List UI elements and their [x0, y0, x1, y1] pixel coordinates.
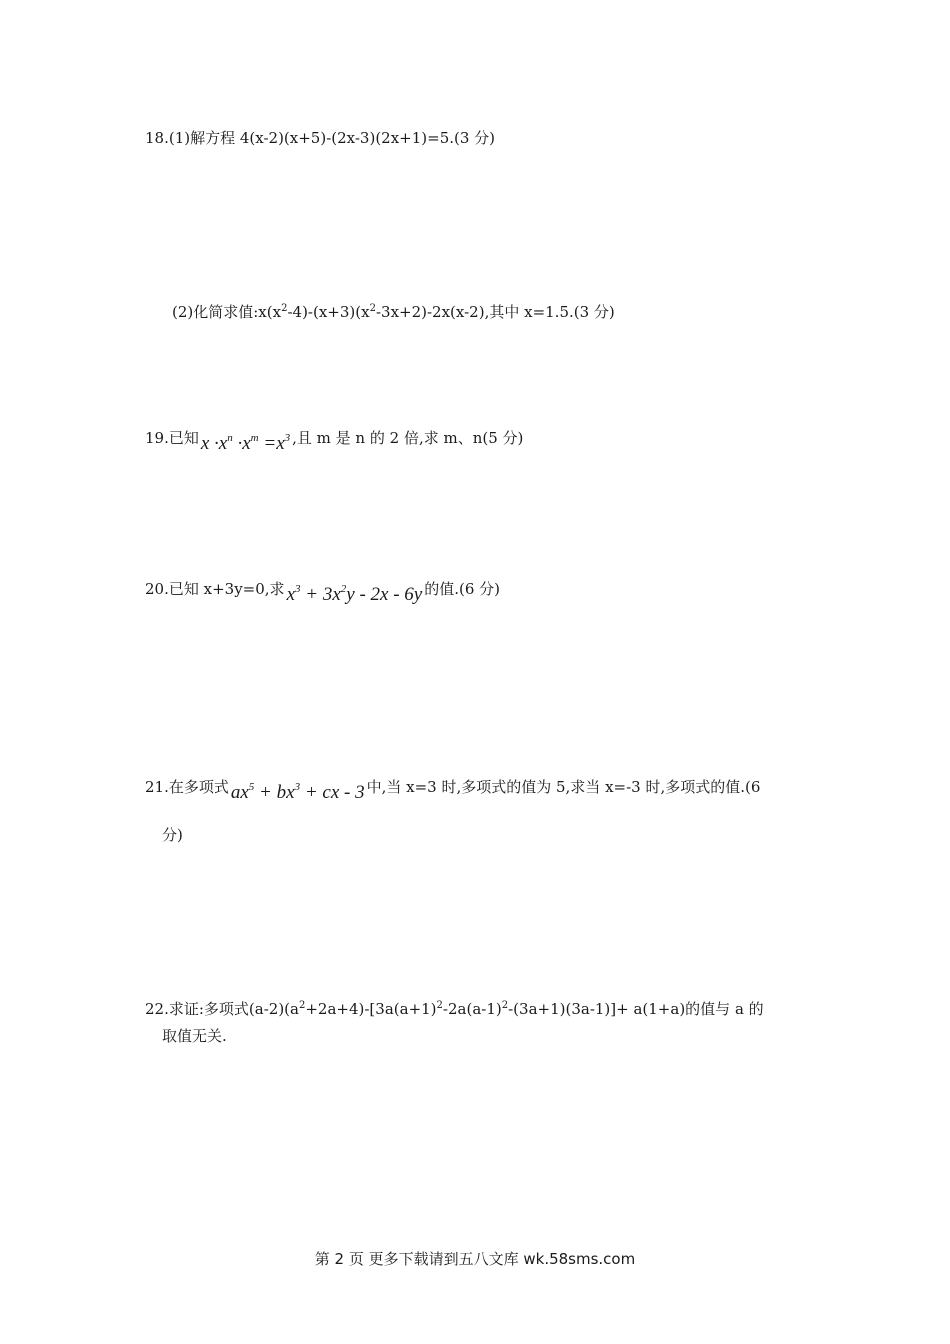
q21-formula: $ax^5 + bx^3$ + cx - 3: [230, 781, 365, 803]
q18-part2: (2)化简求值$:x(x^2-4)-(x+3)(x^2-3x+2)-2x(x-2)$,其中 x=1.5.(3 分): [172, 303, 615, 321]
q18-part1: 18.(1)解方程 4(x-2)(x+5)-(2x-3)(2x+1)=5.(3 分): [145, 129, 496, 147]
q21-line2: 分): [162, 826, 183, 844]
q19-formula: $x \cdot x^n \cdot x^m =x^3$: [200, 432, 291, 454]
q22-line1: 22.求证:多项式$(a-2)(a^2+2a+4)-[3a(a+1)^2-2a(a-1)^2-(3a+1)(3a-1)]+ a(1+a)$的值与 a 的: [145, 1000, 764, 1018]
q19-line: 19.已知 $x \cdot x^n \cdot x^m =x^3$ ,且 m 是 n 的 2 倍,求 m、n(5 分): [145, 429, 524, 454]
q21-line1: 21.在多项式 $ax^5 + bx^3$ + cx - 3 中,当 x=3 时,多项式的值为 5,求当 x=-3 时,多项式的值.(6: [145, 778, 761, 803]
q20-line: 20.已知 x+3y=0,求 $x^3 + 3x^2y - 2x - 6y$ 的值.(6 分): [145, 580, 501, 605]
q20-formula: $x^3 + 3x^2y - 2x - 6y$: [286, 583, 423, 605]
page-footer: 第 2 页 更多下载请到五八文库 wk.58sms.com: [314, 1250, 636, 1268]
q22-line2: 取值无关.: [162, 1027, 227, 1045]
